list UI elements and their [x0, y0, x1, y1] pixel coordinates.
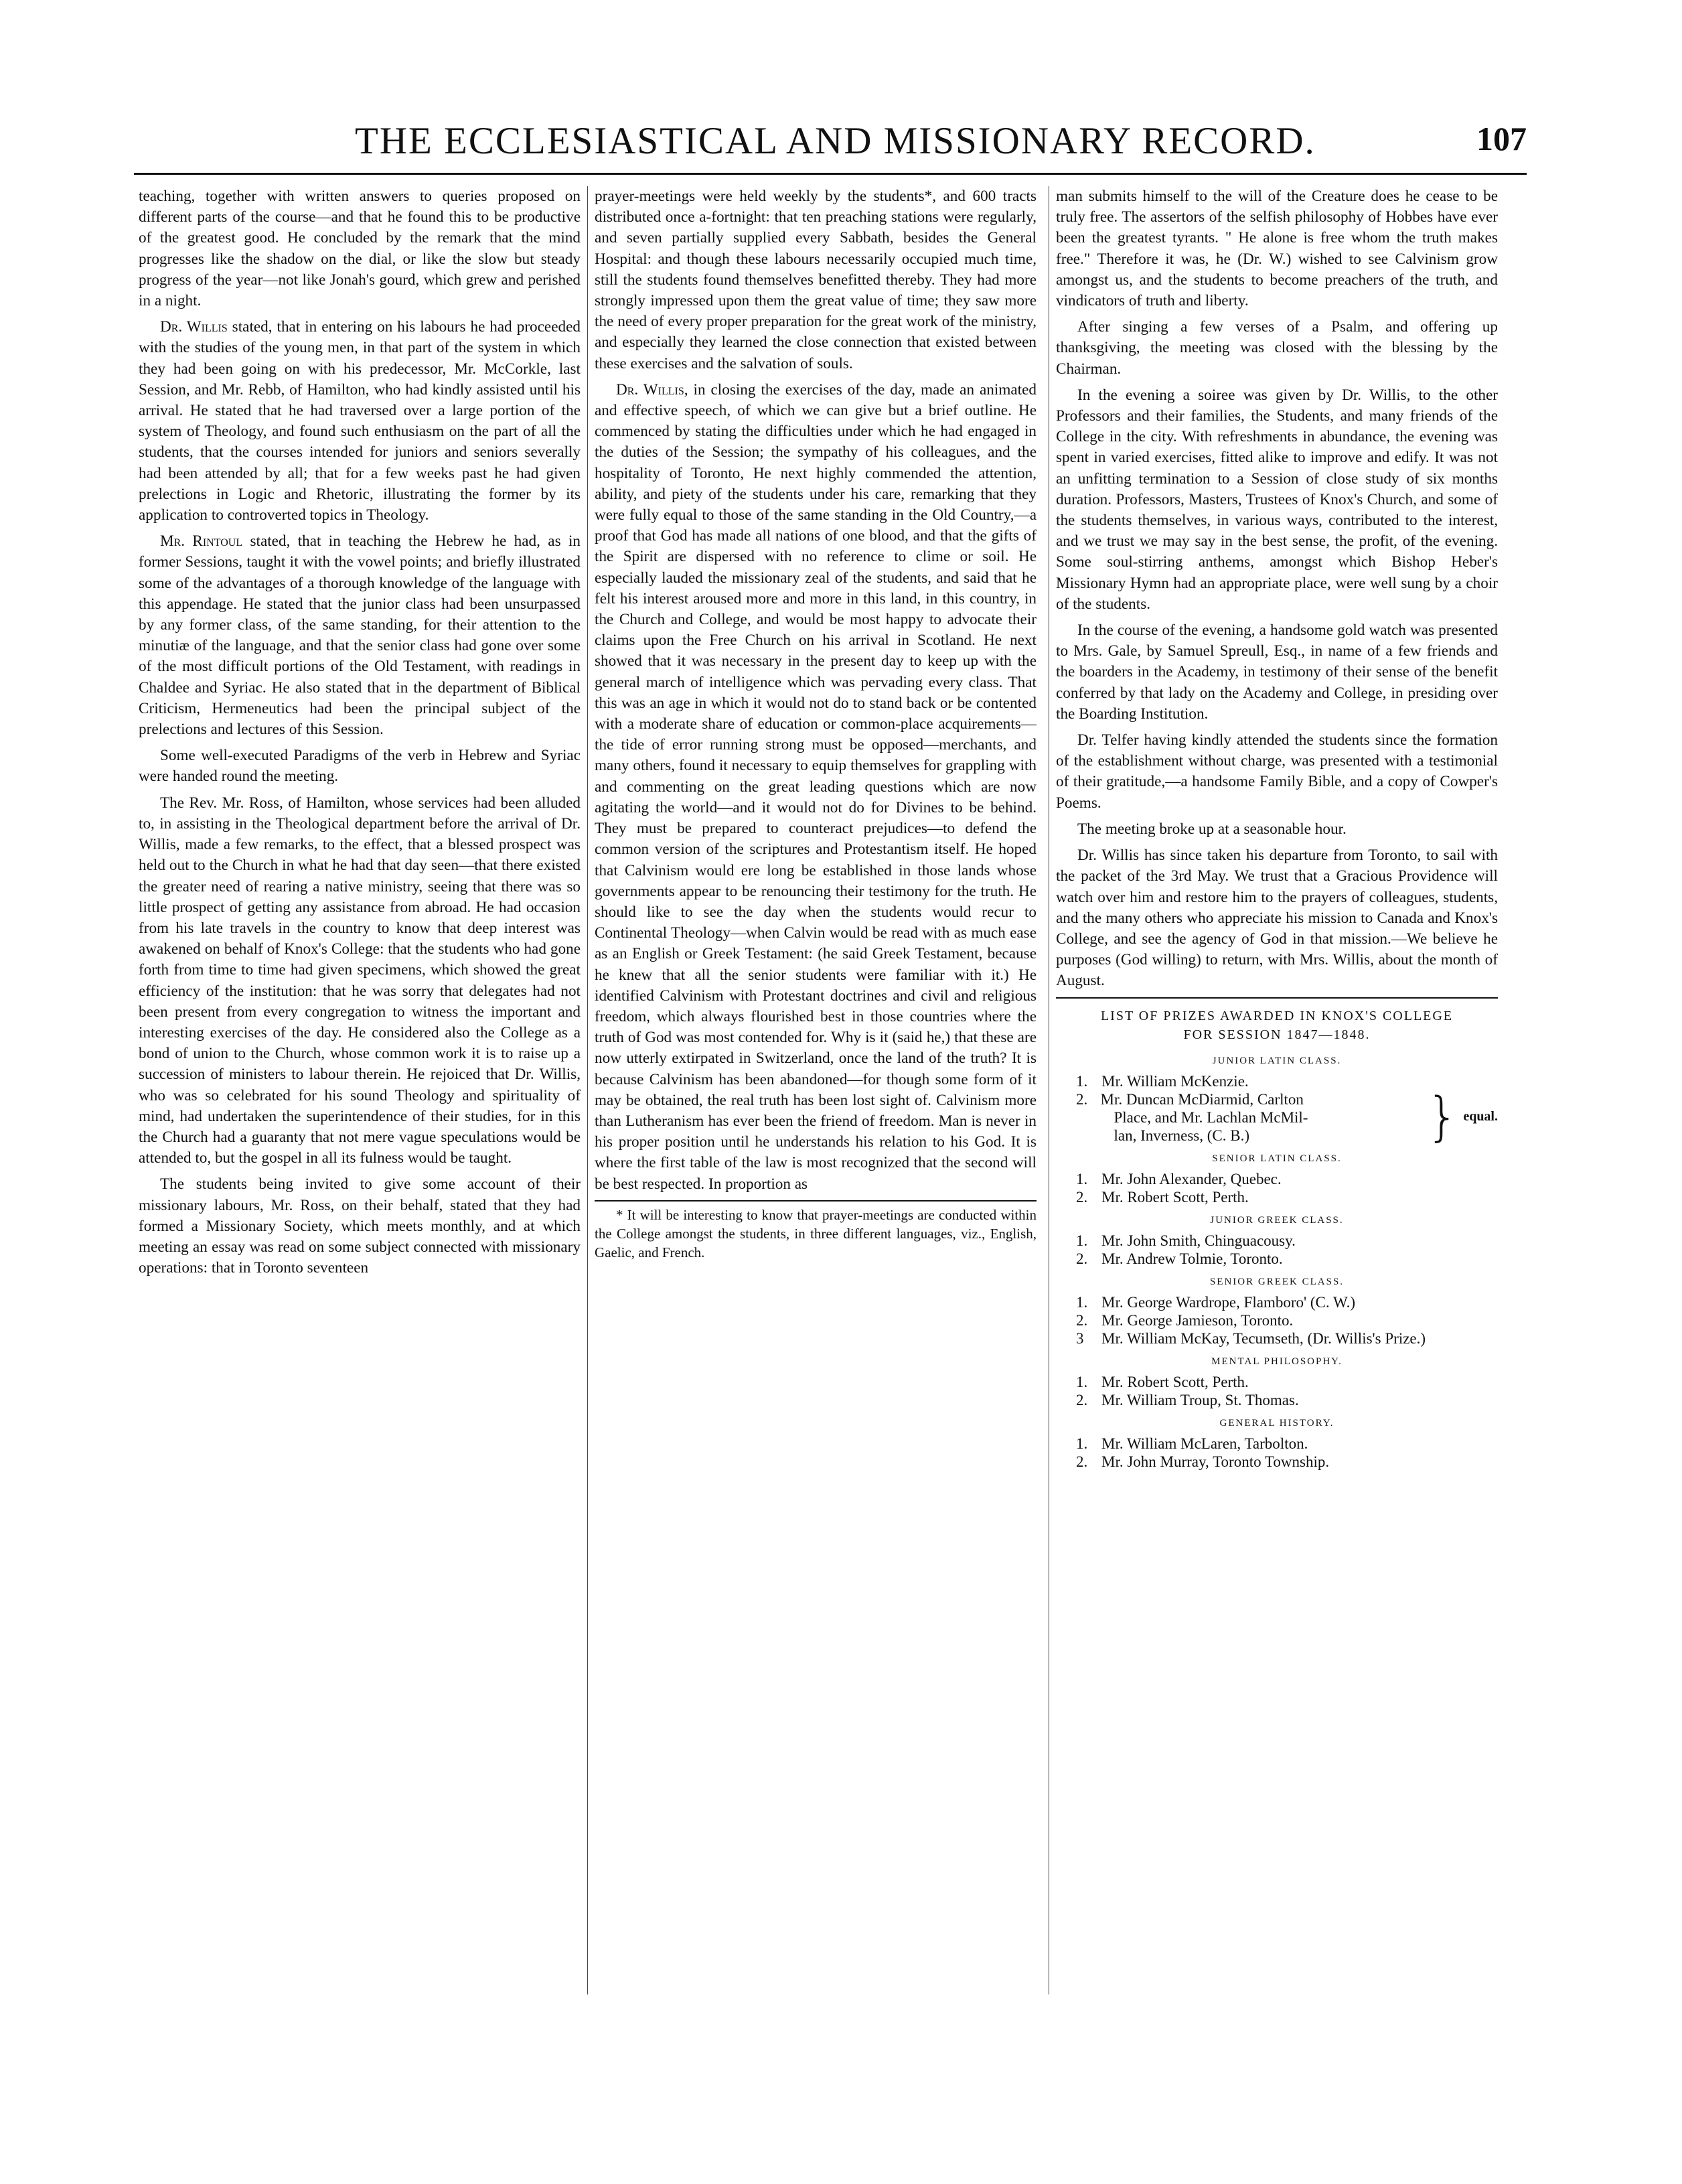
running-title: THE ECCLESIASTICAL AND MISSIONARY RECORD.	[355, 120, 1316, 162]
prize-winner: Mr. John Smith, Chinguacousy.	[1101, 1232, 1296, 1249]
paragraph: The Rev. Mr. Ross, of Hamilton, whose services had been alluded to, in assisting in the Theological department before the arrival of Dr. Willis, made a few remarks, to the effect, that a blessed prospect was held out to the Church in what he had that day seen—that there existed the greater need of rearing a native ministry, seeing that there was so little prospect of getting any assistance from abroad. He had occasion from his late travels in the country to know that deep interest was awakened on behalf of Knox's College: that the students who had gone forth from time to time had given specimens, which showed the great efficiency of the institution: that he was sorry that delegates had not been present from every congregation to witness the important and interesting exercises of the day. He considered also the College as a bond of union to the Church, whose common work it is to raise up a succession of ministers to labour therein. He rejoiced that Dr. Willis, who was so celebrated for his sound Theology and spirituality of mind, had undertaken the superintendence of their studies, for in this the Church had a guaranty that not mere vague speculations would be attended to, but the gospel in all its fulness would be taught.	[139, 794, 581, 1167]
column-2	[595, 186, 1037, 1267]
prize-rank: 1.	[1076, 1293, 1088, 1311]
paragraph	[139, 531, 581, 740]
paragraph: After singing a few verses of a Psalm, and offering up thanksgiving, the meeting was closed with the blessing by the Chairman.	[1056, 318, 1498, 378]
page-number: 107	[1476, 120, 1527, 157]
brace-icon: }	[1426, 1087, 1460, 1148]
mental-philosophy-list	[1056, 1373, 1498, 1409]
prize-winner: Mr. George Wardrope, Flamboro' (C. W.)	[1101, 1293, 1355, 1311]
speaker-name: Dr. Willis	[160, 318, 228, 336]
prize-winner: Mr. William Troup, St. Thomas.	[1101, 1391, 1299, 1408]
prize-entry	[1076, 1391, 1498, 1409]
junior-greek-list	[1056, 1232, 1498, 1268]
column-3	[1056, 186, 1498, 1471]
prize-winner: Mr. John Alexander, Quebec.	[1101, 1170, 1282, 1187]
prize-entry: 1. Mr. William McKenzie.	[1076, 1072, 1249, 1090]
paragraph: The meeting broke up at a seasonable hour.	[1077, 820, 1347, 838]
equal-label: equal.	[1463, 1109, 1498, 1124]
paragraph: teaching, together with written answers to queries proposed on different parts of the course—and that he found this to be productive of the greatest good. He concluded by the remark that the mind progresses like the shadow on the dial, or like the slow but steady progress of the year—not like Jonah's gourd, which grew and perished in a night.	[139, 188, 581, 310]
prize-winner: Mr. Robert Scott, Perth.	[1101, 1373, 1249, 1390]
class-heading: JUNIOR LATIN CLASS.	[1212, 1055, 1342, 1066]
general-history-list	[1056, 1435, 1498, 1471]
prize-rank: 2.	[1076, 1311, 1088, 1329]
paragraph: Some well-executed Paradigms of the verb in Hebrew and Syriac were handed round the meeting.	[139, 747, 581, 786]
class-heading: GENERAL HISTORY.	[1219, 1417, 1334, 1429]
prize-rank: 2.	[1076, 1453, 1088, 1470]
prize-entry	[1076, 1329, 1498, 1348]
prize-rank: 2.	[1076, 1188, 1088, 1206]
prize-rank: 1.	[1076, 1435, 1088, 1452]
paragraph: The students being invited to give some account of their missionary labours, Mr. Ross, on their behalf, stated that they had formed a Missionary Society, which meets monthly, and at which meeting an essay was read on some subject connected with missionary operations: that in Toronto seventeen	[139, 1175, 581, 1277]
paragraph: man submits himself to the will of the Creature does he cease to be truly free. The assertors of the selfish philosophy of Hobbes have ever been the greatest tyrants. " He alone is free whom the truth makes free." Therefore it was, he (Dr. W.) wished to see Calvinism grow amongst us, and the students to become preachers of the truth, and vindicators of truth and liberty.	[1056, 188, 1498, 310]
prize-entry	[1076, 1311, 1498, 1329]
prize-list	[1056, 1007, 1498, 1471]
prize-winner: Mr. John Murray, Toronto Township.	[1101, 1453, 1330, 1470]
column-divider-1	[587, 186, 588, 1994]
prize-list-title: LIST OF PRIZES AWARDED IN KNOX'S COLLEGE FOR SESSION 1847—1848.	[1100, 1008, 1454, 1042]
prize-entry	[1076, 1293, 1498, 1311]
speaker-name: Mr. Rintoul	[160, 532, 243, 551]
section-divider	[1056, 997, 1498, 999]
paragraph: Dr. Telfer having kindly attended the students since the formation of the establishment without charge, was presented with a testimonial of their gratitude,—a handsome Family Bible, and a copy of Cowper's Poems.	[1056, 731, 1498, 812]
prize-rank: 1.	[1076, 1232, 1088, 1249]
prize-winner: Mr. William McLaren, Tarbolton.	[1101, 1435, 1308, 1452]
prize-entry	[1076, 1250, 1498, 1268]
paragraph	[595, 380, 1037, 1195]
speaker-name: Dr. Willis	[616, 380, 684, 398]
page-header	[134, 119, 1527, 175]
class-heading: MENTAL PHILOSOPHY.	[1211, 1356, 1343, 1367]
prize-winner: Mr. George Jamieson, Toronto.	[1101, 1311, 1294, 1329]
prize-rank: 3	[1076, 1329, 1084, 1347]
prize-entry	[1076, 1170, 1498, 1188]
senior-latin-list	[1056, 1170, 1498, 1206]
paragraph: Dr. Willis has since taken his departure from Toronto, to sail with the packet of the 3rd May. We trust that a Gracious Providence will watch over him and restore him to the prayers of colleagues, students, and the many others who appreciate his mission to Canada and Knox's College, and see the agency of God in that mission.—We believe he purposes (God willing) to return, with Mrs. Willis, about the month of August.	[1056, 847, 1498, 990]
prize-entry	[1076, 1435, 1498, 1453]
prize-entry-equal: 2. Mr. Duncan McDiarmid, Carlton Place, and Mr. Lachlan McMil- lan, Inverness, (C. B.) } equal.	[1076, 1087, 1498, 1148]
prize-winner: Mr. Andrew Tolmie, Toronto.	[1101, 1250, 1283, 1267]
prize-winner: Mr. Robert Scott, Perth.	[1101, 1188, 1249, 1206]
paragraph-text: stated, that in entering on his labours he had proceeded with the studies of the young men, in that part of the system in which they had been going on with his predecessor, Mr. McCorkle, last Session, and Mr. Rebb, of Hamilton, who had kindly assisted until his arrival. He stated that he had traversed over a large portion of the system of Theology, and found such enthusiasm on the part of all the students, that the courses intended for juniors and seniors severally had been attended by all; that for a few weeks past he had given prelections in Logic and Rhetoric, illustrating the former by its application to controverted topics in Theology.	[139, 318, 581, 524]
prize-entry	[1076, 1232, 1498, 1250]
paragraph: In the evening a soiree was given by Dr. Willis, to the other Professors and their families, the Students, and many friends of the College in the city. With refreshments in abundance, the evening was spent in varied exercises, fitted alike to improve and edify. It was not an unfitting termination to a Session of close study of six months duration. Professors, Masters, Trustees of Knox's Church, and some of the students themselves, in various ways, contributed to the interest, and we trust we may say in the best sense, the profit, of the evening. Some soul-stirring anthems, amongst which Bishop Heber's Missionary Hymn had an appropriate place, were well sung by a choir of the students.	[1056, 386, 1498, 613]
class-heading: SENIOR LATIN CLASS.	[1212, 1153, 1342, 1164]
prize-entry	[1076, 1188, 1498, 1206]
senior-greek-list	[1056, 1293, 1498, 1348]
paragraph	[139, 317, 581, 526]
footnote: * It will be interesting to know that prayer-meetings are conducted within the College amongst the students, in three different languages, viz., English, Gaelic, and French.	[595, 1206, 1037, 1260]
prize-winner: Mr. William McKay, Tecumseth, (Dr. Willis's Prize.)	[1101, 1329, 1426, 1347]
prize-entry	[1076, 1373, 1498, 1391]
prize-entry	[1076, 1453, 1498, 1471]
prize-rank: 2.	[1076, 1391, 1088, 1408]
class-heading: JUNIOR GREEK CLASS.	[1210, 1214, 1344, 1226]
prize-rank: 1.	[1076, 1373, 1088, 1390]
paragraph-text: , in closing the exercises of the day, made an animated and effective speech, of which we can give but a brief outline. He commenced by stating the difficulties under which he had engaged in the duties of the Session; the sympathy of his colleagues, and the hospitality of Toronto, He next highly commended the attention, ability, and piety of the students under his care, remarking that they were fully equal to those of the same standing in the Old Country,—a proof that God has made all nations of one blood, and that the gifts of the Spirit are dispersed with no reference to clime or soil. He especially lauded the missionary zeal of the students, and said that he felt his interest aroused more and more in this land, in this country, in the Church and College, and would be most happy to advocate their claims upon the Free Church on his arrival in Scotland. He next showed that it was necessary in the present day to keep up with the general march of intelligence which was pervading every class. That this was an age in which it would not do to stand back or be contented with a moderate share of education or common-place acquirements—the tide of error running strong must be opposed—merchants, and many others, found it necessary to equip themselves for grappling with and commenting on the great leading questions which are now agitating the world—and it would not do for Divines to be behind. They must be prepared to counteract prejudices—to defend the common version of the scriptures and Protestantism itself. He hoped that Calvinism would ere long be established in those lands whose governments appear to be renouncing their testimony for the truth. He should like to see the day when the students would recur to Continental Theology—when Calvin would be read with as much ease as an English or Greek Testament: (he said Greek Testament, because he knew that all the senior students were familiar with it.) He identified Calvinism with Protestant doctrines and civil and religious freedom, which always flourished best in those countries where the truth of God was most contended for. Why is it (said he,) that these are now utterly extirpated in Switzerland, once the land of the truth? It is because Calvinism has been abandoned—for though some form of it may be obtained, the real truth has been lost sight of. Calvinism more than Lutheranism has ever been the friend of freedom. Man is never in his proper position until he understands his relation to his God. It is where the first table of the law is most recognized that the second will be best respected. In proportion as	[595, 380, 1037, 1193]
paragraph-text: stated, that in teaching the Hebrew he had, as in former Sessions, taught it with the vowel points; and briefly illustrated some of the advantages of a thorough knowledge of the language with this appendage. He stated that the junior class had been unsurpassed by any former class, of the same standing, for their attention to the minutiæ of the language, and that the senior class had gone over some of the most difficult portions of the Old Testament, with readings in Chaldee and Syriac. He also stated that in the department of Biblical Criticism, Hermeneutics had been the principal subject of the prelections and lectures of this Session.	[139, 532, 581, 739]
prize-rank: 1.	[1076, 1170, 1088, 1187]
prize-rank: 2.	[1076, 1250, 1088, 1267]
column-1	[139, 186, 581, 1284]
class-heading: SENIOR GREEK CLASS.	[1209, 1276, 1345, 1287]
paragraph: prayer-meetings were held weekly by the students*, and 600 tracts distributed once a-fortnight: that ten preaching stations were regularly, and seven partially supplied every Sabbath, besides the General Hospital: and though these labours necessarily occupied much time, still the students found themselves benefitted thereby. They had more strongly impressed upon them the great value of time; they saw more the need of every proper preparation for the great work of the ministry, and especially they learned the close connection that existed between these exercises and the salvation of souls.	[595, 188, 1037, 372]
footnote-divider	[595, 1200, 1037, 1202]
paragraph: In the course of the evening, a handsome gold watch was presented to Mrs. Gale, by Samuel Spreull, Esq., in name of a few friends and the boarders in the Academy, in testimony of their sense of the benefit conferred by that lady on the Academy and College, in presiding over the Boarding Institution.	[1056, 622, 1498, 723]
